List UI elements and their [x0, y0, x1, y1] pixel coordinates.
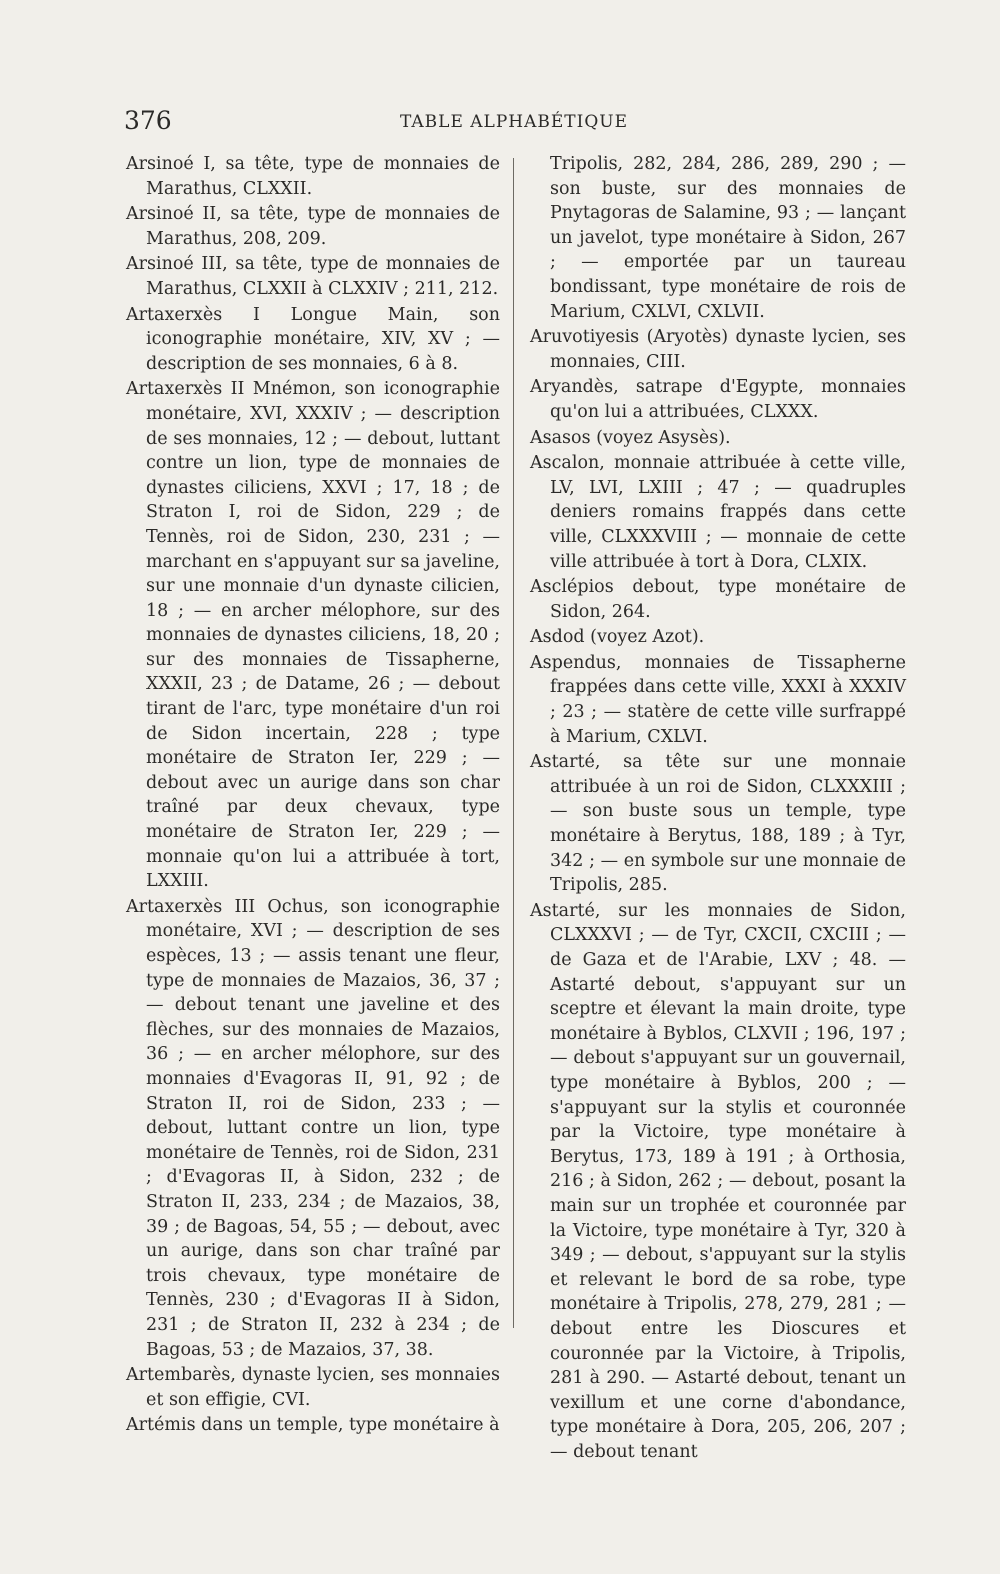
index-entry: Aruvotiyesis (Aryotès) dynaste lycien, ses monnaies, CIII.: [530, 327, 906, 372]
index-entry: Asclépios debout, type monétaire de Sidon, 264.: [530, 577, 906, 622]
index-entry: Astarté, sa tête sur une monnaie attribuée à un roi de Sidon, CLXXXIII ; — son buste sous un temple, type monétaire à Berytus, 188, 189 ; à Tyr, 342 ; — en symbole sur une monnaie de Tripolis, 285.: [530, 752, 906, 896]
index-entry: Artembarès, dynaste lycien, ses monnaies et son effigie, CVI.: [126, 1365, 500, 1410]
index-entry: Ascalon, monnaie attribuée à cette ville, LV, LVI, LXIII ; 47 ; — quadruples deniers romains frappés dans cette ville, CLXXXVIII ; — monnaie de cette ville attribuée à tort à Dora, CLXIX.: [530, 453, 906, 572]
index-entry: Artaxerxès I Longue Main, son iconographie monétaire, XIV, XV ; — description de ses monnaies, 6 à 8.: [126, 304, 500, 374]
left-column: [126, 152, 500, 1439]
column-divider: [513, 158, 514, 1328]
index-entry: Arsinoé III, sa tête, type de monnaies de Marathus, CLXXII à CLXXIV ; 211, 212.: [126, 254, 500, 299]
index-entry: Arsinoé II, sa tête, type de monnaies de Marathus, 208, 209.: [126, 204, 500, 249]
index-entry: Arsinoé I, sa tête, type de monnaies de Marathus, CLXXII.: [126, 154, 500, 199]
index-entry: Artémis dans un temple, type monétaire à: [126, 1415, 500, 1436]
page-header: [124, 106, 904, 140]
running-title: TABLE ALPHABÉTIQUE: [399, 112, 629, 132]
page-number: 376: [124, 106, 172, 135]
index-entry-continuation: Tripolis, 282, 284, 286, 289, 290 ; — son buste, sur des monnaies de Pnytagoras de Salamine, 93 ; — lançant un javelot, type monétaire à Sidon, 267 ; — emportée par un taureau bondissant, type monétaire de rois de Marium, CXLVI, CXLVII.: [550, 154, 906, 322]
index-entry: Astarté, sur les monnaies de Sidon, CLXXXVI ; — de Tyr, CXCII, CXCIII ; — de Gaza et de l'Arabie, LXV ; 48. — Astarté debout, s'appuyant sur un sceptre et élevant la main droite, type monétaire à Byblos, CLXVII ; 196, 197 ; — debout s'appuyant sur un gouvernail, type monétaire à Byblos, 200 ; — s'appuyant sur la stylis et couronnée par la Victoire, type monétaire à Berytus, 173, 189 à 191 ; à Orthosia, 216 ; à Sidon, 262 ; — debout, posant la main sur un trophée et couronnée par la Victoire, type monétaire à Tyr, 320 à 349 ; — debout, s'appuyant sur la stylis et relevant le bord de sa robe, type monétaire à Tripolis, 278, 279, 281 ; — debout entre les Dioscures et couronnée par la Victoire, à Tripolis, 281 à 290. — Astarté debout, tenant un vexillum et une corne d'abondance, type monétaire à Dora, 205, 206, 207 ; — debout tenant: [530, 900, 906, 1462]
index-entry: Aryandès, satrape d'Egypte, monnaies qu'on lui a attribuées, CLXXX.: [530, 377, 906, 422]
index-entry: Asasos (voyez Asysès).: [530, 427, 731, 448]
index-entry: Asdod (voyez Azot).: [530, 627, 705, 648]
right-column: [530, 152, 906, 1465]
index-entry: Artaxerxès III Ochus, son iconographie monétaire, XVI ; — description de ses espèces, 13 ; — assis tenant une fleur, type de monnaies de Mazaios, 36, 37 ; — debout tenant une javeline et des flèches, sur des monnaies de Mazaios, 36 ; — en archer mélophore, sur des monnaies d'Evagoras II, 91, 92 ; de Straton II, roi de Sidon, 233 ; — debout, luttant contre un lion, type monétaire de Tennès, roi de Sidon, 231 ; d'Evagoras II, à Sidon, 232 ; de Straton II, 233, 234 ; de Mazaios, 38, 39 ; de Bagoas, 54, 55 ; — debout, avec un aurige, dans son char traîné par trois chevaux, type monétaire de Tennès, 230 ; d'Evagoras II à Sidon, 231 ; de Straton II, 232 à 234 ; de Bagoas, 53 ; de Mazaios, 37, 38.: [126, 896, 500, 1360]
index-entry: Aspendus, monnaies de Tissapherne frappées dans cette ville, XXXI à XXXIV ; 23 ; — statère de cette ville surfrappé à Marium, CXLVI.: [530, 652, 906, 747]
index-entry: Artaxerxès II Mnémon, son iconographie monétaire, XVI, XXXIV ; — description de ses monnaies, 12 ; — debout, luttant contre un lion, type de monnaies de dynastes ciliciens, XXVI ; 17, 18 ; de Straton I, roi de Sidon, 229 ; de Tennès, roi de Sidon, 230, 231 ; — marchant en s'appuyant sur sa javeline, sur une monnaie d'un dynaste cilicien, 18 ; — en archer mélophore, sur des monnaies de dynastes ciliciens, 18, 20 ; sur des monnaies de Tissapherne, XXXII, 23 ; de Datame, 26 ; — debout tirant de l'arc, type monétaire d'un roi de Sidon incertain, 228 ; type monétaire de Straton Ier, 229 ; — debout avec un aurige dans son char traîné par deux chevaux, type monétaire de Straton Ier, 229 ; — monnaie qu'on lui a attribuée à tort, LXXIII.: [126, 379, 500, 892]
